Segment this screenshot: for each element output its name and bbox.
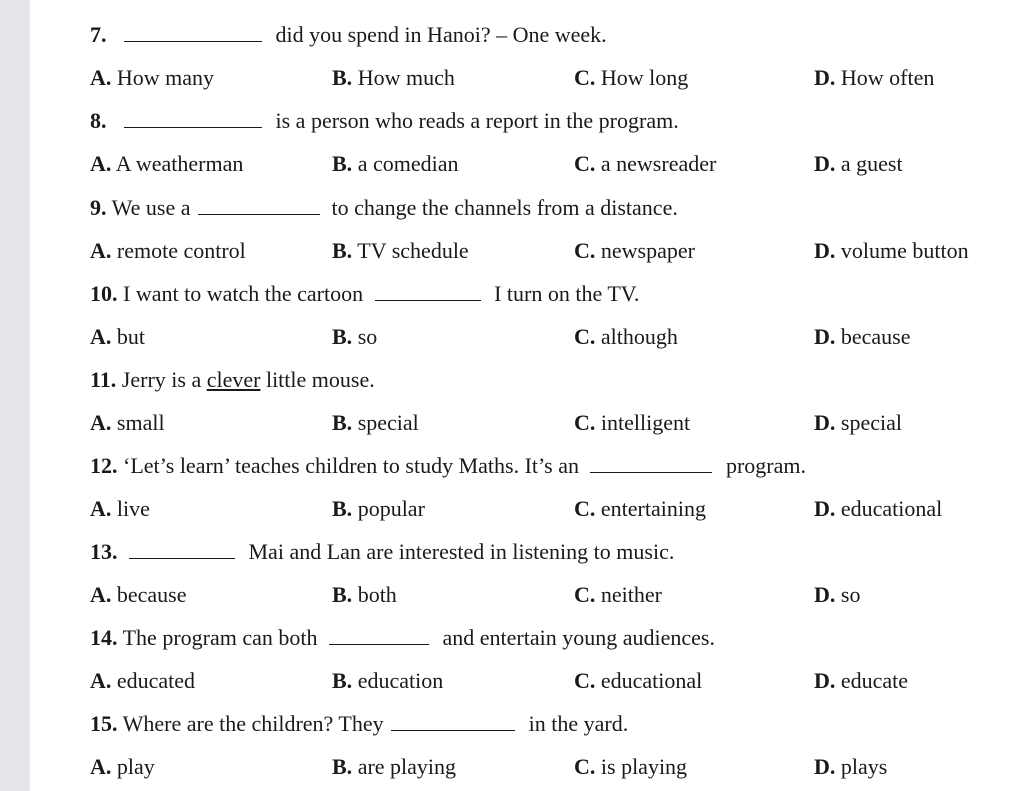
- option-text: special: [840, 410, 902, 435]
- option-text: educated: [116, 668, 196, 693]
- question-13-stem: [90, 539, 674, 565]
- option-letter: D.: [814, 668, 836, 693]
- question-number: 15.: [90, 711, 118, 736]
- option-b[interactable]: [332, 324, 377, 350]
- option-letter: C.: [574, 65, 596, 90]
- option-letter: A.: [90, 151, 112, 176]
- option-d[interactable]: [814, 324, 911, 350]
- option-c[interactable]: [574, 151, 716, 177]
- question-text-before: Where are the children? They: [122, 711, 384, 736]
- option-text: popular: [357, 496, 425, 521]
- option-letter: C.: [574, 496, 596, 521]
- option-letter: D.: [814, 324, 836, 349]
- option-letter: B.: [332, 65, 353, 90]
- option-text: educational: [840, 496, 943, 521]
- option-letter: B.: [332, 410, 353, 435]
- option-a[interactable]: [90, 65, 214, 91]
- option-d[interactable]: [814, 238, 969, 264]
- question-number: 7.: [90, 22, 107, 47]
- option-text: special: [357, 410, 419, 435]
- option-letter: C.: [574, 754, 596, 779]
- option-text: A weatherman: [115, 151, 244, 176]
- question-9-stem: [90, 195, 678, 221]
- option-d[interactable]: [814, 65, 934, 91]
- option-a[interactable]: [90, 410, 165, 436]
- option-a[interactable]: [90, 582, 187, 608]
- option-a[interactable]: [90, 668, 195, 694]
- question-text: Mai and Lan are interested in listening to music.: [248, 539, 675, 564]
- option-text: a guest: [840, 151, 903, 176]
- option-letter: C.: [574, 410, 596, 435]
- option-d[interactable]: [814, 754, 887, 780]
- question-text: and entertain young audiences.: [442, 625, 715, 650]
- question-text: to change the channels from a distance.: [331, 195, 678, 220]
- underlined-word: clever: [206, 367, 261, 392]
- option-letter: B.: [332, 668, 353, 693]
- option-text: educational: [600, 668, 703, 693]
- option-letter: A.: [90, 238, 112, 263]
- option-d[interactable]: [814, 668, 908, 694]
- option-c[interactable]: [574, 668, 702, 694]
- option-a[interactable]: [90, 754, 155, 780]
- option-d[interactable]: [814, 410, 902, 436]
- option-text: remote control: [116, 238, 246, 263]
- option-d[interactable]: [814, 582, 860, 608]
- option-letter: C.: [574, 582, 596, 607]
- option-letter: B.: [332, 324, 353, 349]
- option-letter: A.: [90, 410, 112, 435]
- option-c[interactable]: [574, 754, 687, 780]
- option-letter: D.: [814, 238, 836, 263]
- option-text: live: [116, 496, 150, 521]
- option-letter: A.: [90, 496, 112, 521]
- question-15-stem: [90, 711, 628, 737]
- option-text: How often: [840, 65, 935, 90]
- option-letter: B.: [332, 238, 353, 263]
- option-text: entertaining: [600, 496, 706, 521]
- option-b[interactable]: [332, 582, 397, 608]
- option-letter: A.: [90, 324, 112, 349]
- option-d[interactable]: [814, 496, 942, 522]
- question-12-stem: [90, 453, 806, 479]
- option-letter: C.: [574, 238, 596, 263]
- option-letter: A.: [90, 754, 112, 779]
- option-letter: C.: [574, 324, 596, 349]
- question-number: 9.: [90, 195, 107, 220]
- option-letter: D.: [814, 582, 836, 607]
- answer-blank: [329, 626, 429, 645]
- question-text: little mouse.: [265, 367, 375, 392]
- viewer-left-margin: [0, 0, 31, 791]
- option-c[interactable]: [574, 582, 662, 608]
- question-11-stem: [90, 367, 375, 393]
- option-a[interactable]: [90, 324, 145, 350]
- question-7-stem: [90, 22, 607, 48]
- option-letter: B.: [332, 754, 353, 779]
- question-number: 8.: [90, 108, 107, 133]
- option-c[interactable]: [574, 238, 695, 264]
- answer-blank: [124, 23, 262, 42]
- option-text: both: [357, 582, 397, 607]
- option-letter: A.: [90, 668, 112, 693]
- option-d[interactable]: [814, 151, 903, 177]
- question-number: 13.: [90, 539, 118, 564]
- option-text: play: [116, 754, 155, 779]
- answer-blank: [590, 454, 712, 473]
- option-letter: B.: [332, 151, 353, 176]
- option-text: How many: [116, 65, 215, 90]
- option-a[interactable]: [90, 496, 150, 522]
- option-a[interactable]: [90, 151, 243, 177]
- option-text: because: [116, 582, 187, 607]
- option-text: educate: [840, 668, 909, 693]
- option-text: TV schedule: [357, 238, 469, 263]
- answer-blank: [375, 282, 481, 301]
- option-b[interactable]: [332, 754, 456, 780]
- option-letter: A.: [90, 65, 112, 90]
- option-b[interactable]: [332, 238, 469, 264]
- option-text: so: [840, 582, 861, 607]
- question-text: in the yard.: [528, 711, 629, 736]
- option-b[interactable]: [332, 151, 458, 177]
- option-text: How long: [600, 65, 689, 90]
- option-text: plays: [840, 754, 888, 779]
- question-number: 14.: [90, 625, 118, 650]
- question-number: 10.: [90, 281, 118, 306]
- option-letter: B.: [332, 582, 353, 607]
- option-letter: D.: [814, 754, 836, 779]
- option-c[interactable]: [574, 410, 690, 436]
- option-letter: D.: [814, 496, 836, 521]
- option-text: is playing: [600, 754, 688, 779]
- option-b[interactable]: [332, 496, 425, 522]
- option-text: because: [840, 324, 911, 349]
- question-number: 12.: [90, 453, 118, 478]
- option-text: newspaper: [600, 238, 695, 263]
- option-a[interactable]: [90, 238, 246, 264]
- option-text: a newsreader: [600, 151, 717, 176]
- answer-blank: [124, 109, 262, 128]
- option-text: neither: [600, 582, 662, 607]
- worksheet-page: [30, 0, 1024, 791]
- option-text: are playing: [357, 754, 457, 779]
- question-text-before: ‘Let’s learn’ teaches children to study Maths. It’s an: [123, 453, 579, 478]
- option-text: volume button: [840, 238, 969, 263]
- option-text: How much: [357, 65, 455, 90]
- option-text: although: [600, 324, 678, 349]
- option-c[interactable]: [574, 324, 678, 350]
- question-text: program.: [725, 453, 806, 478]
- option-c[interactable]: [574, 65, 688, 91]
- option-letter: A.: [90, 582, 112, 607]
- option-text: small: [116, 410, 165, 435]
- question-text: is a person who reads a report in the program.: [275, 108, 679, 133]
- option-b[interactable]: [332, 410, 419, 436]
- question-text: did you spend in Hanoi? – One week.: [275, 22, 607, 47]
- answer-blank: [391, 712, 515, 731]
- question-text-before: I want to watch the cartoon: [123, 281, 364, 306]
- option-c[interactable]: [574, 496, 706, 522]
- option-text: intelligent: [600, 410, 691, 435]
- answer-blank: [129, 540, 235, 559]
- option-letter: C.: [574, 668, 596, 693]
- option-text: education: [357, 668, 444, 693]
- option-letter: D.: [814, 410, 836, 435]
- option-b[interactable]: [332, 668, 443, 694]
- question-8-stem: [90, 108, 679, 134]
- question-number: 11.: [90, 367, 117, 392]
- answer-blank: [198, 196, 320, 215]
- option-letter: D.: [814, 65, 836, 90]
- question-text-before: We use a: [111, 195, 191, 220]
- option-letter: C.: [574, 151, 596, 176]
- question-text-before: Jerry is a: [121, 367, 202, 392]
- option-text: a comedian: [357, 151, 459, 176]
- question-text: I turn on the TV.: [494, 281, 640, 306]
- option-b[interactable]: [332, 65, 455, 91]
- question-10-stem: [90, 281, 639, 307]
- question-text-before: The program can both: [122, 625, 318, 650]
- question-14-stem: [90, 625, 715, 651]
- option-letter: B.: [332, 496, 353, 521]
- option-text: so: [357, 324, 378, 349]
- option-text: but: [116, 324, 146, 349]
- option-letter: D.: [814, 151, 836, 176]
